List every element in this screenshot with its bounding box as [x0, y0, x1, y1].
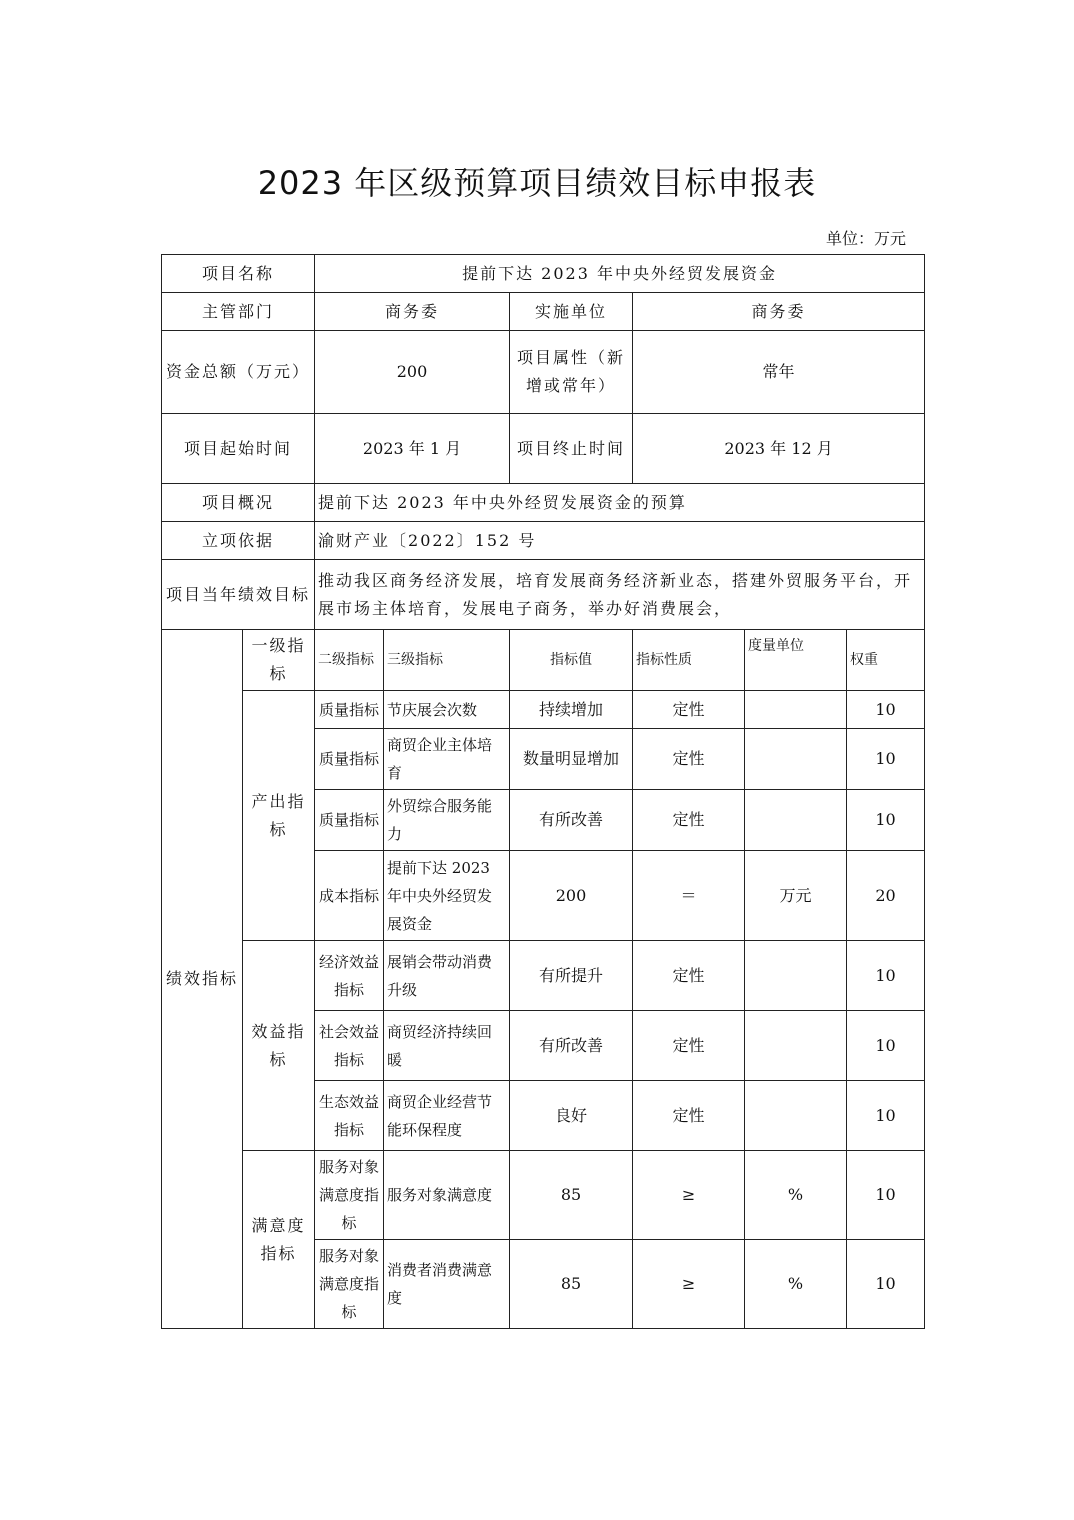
level3-cell: 商贸企业经营节能环保程度 [384, 1081, 510, 1151]
nature-cell: 定性 [633, 790, 745, 851]
weight-cell: 10 [847, 941, 925, 1011]
header-level2: 二级指标 [315, 630, 384, 691]
value-cell: 良好 [510, 1081, 633, 1151]
start-value: 2023 年 1 月 [315, 414, 510, 484]
level2-cell: 质量指标 [315, 790, 384, 851]
unit-label: 单位：万元 [825, 229, 906, 248]
unit-cell: 万元 [745, 851, 847, 941]
level3-cell: 商贸企业主体培育 [384, 729, 510, 790]
page-title: 2023 年区级预算项目绩效目标申报表 [257, 164, 817, 202]
level2-cell: 服务对象满意度指标 [315, 1240, 384, 1329]
level3-cell: 提前下达 2023 年中央外经贸发展资金 [384, 851, 510, 941]
header-nature: 指标性质 [633, 630, 745, 691]
weight-cell: 10 [847, 691, 925, 729]
header-level3: 三级指标 [384, 630, 510, 691]
fund-value: 200 [315, 331, 510, 414]
table-row [162, 691, 925, 729]
level1-satisfaction: 满意度指标 [243, 1151, 315, 1329]
header-value: 指标值 [510, 630, 633, 691]
nature-cell: ＝ [633, 851, 745, 941]
unit-cell: % [745, 1240, 847, 1329]
value-cell: 持续增加 [510, 691, 633, 729]
project-name-label: 项目名称 [162, 255, 315, 293]
level2-cell: 服务对象满意度指标 [315, 1151, 384, 1240]
nature-cell: ≥ [633, 1240, 745, 1329]
attr-value: 常年 [633, 331, 925, 414]
value-cell: 有所改善 [510, 790, 633, 851]
weight-cell: 10 [847, 729, 925, 790]
overview-value: 提前下达 2023 年中央外经贸发展资金的预算 [315, 484, 925, 522]
overview-label: 项目概况 [162, 484, 315, 522]
row-overview [162, 484, 925, 522]
level3-cell: 外贸综合服务能力 [384, 790, 510, 851]
table-row [162, 941, 925, 1011]
weight-cell: 10 [847, 1011, 925, 1081]
start-label: 项目起始时间 [162, 414, 315, 484]
level2-cell: 社会效益指标 [315, 1011, 384, 1081]
value-cell: 85 [510, 1240, 633, 1329]
fund-label: 资金总额（万元） [162, 331, 315, 414]
unit-cell [745, 691, 847, 729]
table-row [162, 1151, 925, 1240]
header-unit: 度量单位 [745, 630, 847, 691]
value-cell: 有所提升 [510, 941, 633, 1011]
value-cell: 有所改善 [510, 1011, 633, 1081]
header-level1: 一级指标 [243, 630, 315, 691]
weight-cell: 10 [847, 790, 925, 851]
row-goal [162, 560, 925, 630]
weight-cell: 10 [847, 1151, 925, 1240]
nature-cell: 定性 [633, 691, 745, 729]
unit-cell [745, 1011, 847, 1081]
end-value: 2023 年 12 月 [633, 414, 925, 484]
dept-label: 主管部门 [162, 293, 315, 331]
attr-label: 项目属性（新增或常年） [510, 331, 633, 414]
performance-table [161, 254, 925, 1329]
row-basis [162, 522, 925, 560]
value-cell: 85 [510, 1151, 633, 1240]
nature-cell: 定性 [633, 729, 745, 790]
basis-value: 渝财产业〔2022〕152 号 [315, 522, 925, 560]
level3-cell: 商贸经济持续回暖 [384, 1011, 510, 1081]
level3-cell: 服务对象满意度 [384, 1151, 510, 1240]
level2-cell: 生态效益指标 [315, 1081, 384, 1151]
level1-output: 产出指标 [243, 691, 315, 941]
unit-cell: % [745, 1151, 847, 1240]
row-project-name [162, 255, 925, 293]
level2-cell: 质量指标 [315, 729, 384, 790]
project-name-value: 提前下达 2023 年中央外经贸发展资金 [315, 255, 925, 293]
nature-cell: ≥ [633, 1151, 745, 1240]
unit-cell [745, 790, 847, 851]
nature-cell: 定性 [633, 1081, 745, 1151]
level2-cell: 质量指标 [315, 691, 384, 729]
row-dates [162, 414, 925, 484]
impl-value: 商务委 [633, 293, 925, 331]
end-label: 项目终止时间 [510, 414, 633, 484]
dept-value: 商务委 [315, 293, 510, 331]
unit-cell [745, 941, 847, 1011]
level3-cell: 展销会带动消费升级 [384, 941, 510, 1011]
header-weight: 权重 [847, 630, 925, 691]
impl-label: 实施单位 [510, 293, 633, 331]
level2-cell: 成本指标 [315, 851, 384, 941]
value-cell: 200 [510, 851, 633, 941]
weight-cell: 10 [847, 1240, 925, 1329]
goal-label: 项目当年绩效目标 [162, 560, 315, 630]
row-department [162, 293, 925, 331]
goal-value: 推动我区商务经济发展，培育发展商务经济新业态，搭建外贸服务平台，开展市场主体培育，发展电子商务，举办好消费展会， [315, 560, 925, 630]
weight-cell: 20 [847, 851, 925, 941]
indicator-group-label: 绩效指标 [162, 630, 243, 1329]
basis-label: 立项依据 [162, 522, 315, 560]
indicator-header-row [162, 630, 925, 691]
level2-cell: 经济效益指标 [315, 941, 384, 1011]
nature-cell: 定性 [633, 941, 745, 1011]
weight-cell: 10 [847, 1081, 925, 1151]
nature-cell: 定性 [633, 1011, 745, 1081]
unit-cell [745, 1081, 847, 1151]
value-cell: 数量明显增加 [510, 729, 633, 790]
level3-cell: 节庆展会次数 [384, 691, 510, 729]
row-fund [162, 331, 925, 414]
unit-cell [745, 729, 847, 790]
level1-benefit: 效益指标 [243, 941, 315, 1151]
level3-cell: 消费者消费满意度 [384, 1240, 510, 1329]
